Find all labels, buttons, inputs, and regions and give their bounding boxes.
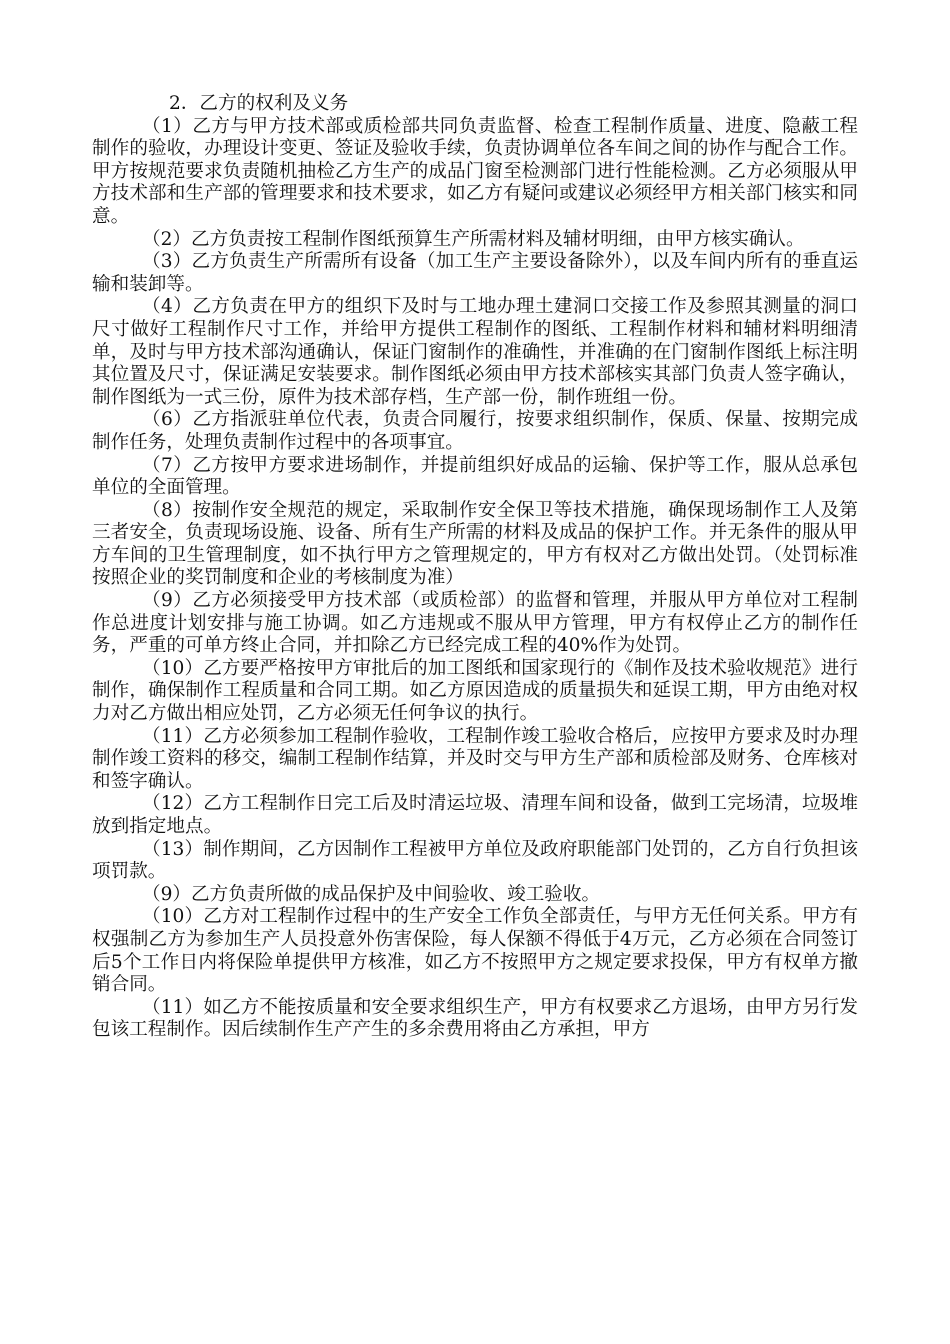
- paragraph-1: （1）乙方与甲方技术部或质检部共同负责监督、检查工程制作质量、进度、隐蔽工程制作的验收，办理设计变更、签证及验收手续，负责协调单位各车间之间的协作与配合工作。甲方按规范要求负责随机抽检乙方生产的成品门窗至检测部门进行性能检测。乙方必须服从甲方技术部和生产部的管理要求和技术要求，如乙方有疑问或建议必须经甲方相关部门核实和同意。: [92, 115, 858, 227]
- document-page: [92, 93, 858, 1042]
- paragraph-13: （13）制作期间，乙方因制作工程被甲方单位及政府职能部门处罚的，乙方自行负担该项罚款。: [92, 838, 858, 883]
- paragraph-10b: （10）乙方对工程制作过程中的生产安全工作负全部责任，与甲方无任何关系。甲方有权强制乙方为参加生产人员投意外伤害保险，每人保额不得低于4万元，乙方必须在合同签订后5个工作日内将保险单提供甲方核准，如乙方不按照甲方之规定要求投保，甲方有权单方撤销合同。: [92, 906, 858, 996]
- paragraph-9b: （9）乙方负责所做的成品保护及中间验收、竣工验收。: [142, 883, 601, 905]
- paragraph-11b: （11）如乙方不能按质量和安全要求组织生产，甲方有权要求乙方退场，由甲方另行发包该工程制作。因后续制作生产产生的多余费用将由乙方承担，甲方: [92, 996, 858, 1041]
- paragraph-10: （10）乙方要严格按甲方审批后的加工图纸和国家现行的《制作及技术验收规范》进行制作，确保制作工程质量和合同工期。如乙方原因造成的质量损失和延误工期，甲方由绝对权力对乙方做出相应处罚，乙方必须无任何争议的执行。: [92, 657, 858, 725]
- paragraph-8: （8）按制作安全规范的规定，采取制作安全保卫等技术措施，确保现场制作工人及第三者安全，负责现场设施、设备、所有生产所需的材料及成品的保护工作。并无条件的服从甲方车间的卫生管理制度，如不执行甲方之管理规定的，甲方有权对乙方做出处罚。（处罚标准按照企业的奖罚制度和企业的考核制度为准）: [92, 499, 858, 589]
- paragraph-11: （11）乙方必须参加工程制作验收，工程制作竣工验收合格后，应按甲方要求及时办理制作竣工资料的移交，编制工程制作结算，并及时交与甲方生产部和质检部及财务、仓库核对和签字确认。: [92, 725, 858, 792]
- paragraph-12: （12）乙方工程制作日完工后及时清运垃圾、清理车间和设备，做到工完场清，垃圾堆放到指定地点。: [92, 793, 858, 837]
- paragraph-7: （7）乙方按甲方要求进场制作，并提前组织好成品的运输、保护等工作，服从总承包单位的全面管理。: [92, 454, 858, 499]
- paragraph-3: （3）乙方负责生产所需所有设备（加工生产主要设备除外），以及车间内所有的垂直运输和装卸等。: [92, 251, 858, 295]
- section-heading: 2．乙方的权利及义务: [169, 93, 349, 114]
- paragraph-6: （6）乙方指派驻单位代表，负责合同履行，按要求组织制作，保质、保量、按期完成制作任务，处理负责制作过程中的各项事宜。: [92, 409, 858, 453]
- paragraph-9: （9）乙方必须接受甲方技术部（或质检部）的监督和管理，并服从甲方单位对工程制作总进度计划安排与施工协调。如乙方违规或不服从甲方管理，甲方有权停止乙方的制作任务，严重的可单方终止合同，并扣除乙方已经完成工程的40%作为处罚。: [92, 590, 858, 657]
- paragraph-4: （4）乙方负责在甲方的组织下及时与工地办理土建洞口交接工作及参照其测量的洞口尺寸做好工程制作尺寸工作，并给甲方提供工程制作的图纸、工程制作材料和辅材料明细清单，及时与甲方技术部沟通确认，保证门窗制作的准确性，并准确的在门窗制作图纸上标注明其位置及尺寸，保证满足安装要求。制作图纸必须由甲方技术部核实其部门负责人签字确认，制作图纸为一式三份，原件为技术部存档，生产部一份，制作班组一份。: [92, 296, 858, 408]
- paragraph-2: （2）乙方负责按工程制作图纸预算生产所需材料及辅材明细，由甲方核实确认。: [142, 228, 805, 250]
